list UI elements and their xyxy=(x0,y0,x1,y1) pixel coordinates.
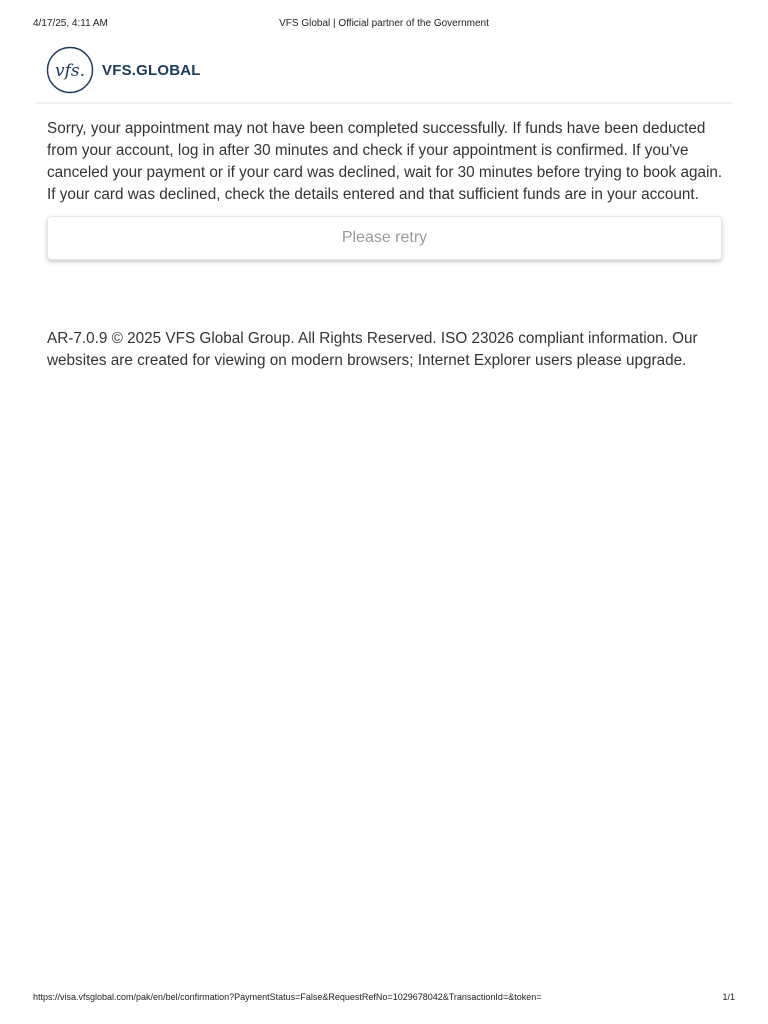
logo-text: VFS.GLOBAL xyxy=(102,61,201,79)
print-header xyxy=(0,18,768,32)
print-footer xyxy=(0,992,768,1006)
footer-copyright: AR-7.0.9 © 2025 VFS Global Group. All Rights Reserved. ISO 23026 compliant information. Our websites are created for viewing on modern browsers; Internet Explorer users please upgrade. xyxy=(47,330,698,369)
retry-button[interactable]: Please retry xyxy=(47,216,722,260)
payment-status-message: Sorry, your appointment may not have been completed successfully. If funds have been deducted from your account, log in after 30 minutes and check if your appointment is confirmed. If you've canceled your payment or if your card was declined, wait for 30 minutes before trying to book again. If your card was declined, check the details entered and that sufficient funds are in your account. xyxy=(47,120,723,203)
print-url: https://visa.vfsglobal.com/pak/en/bel/confirmation?PaymentStatus=False&RequestRefNo=1029678042&TransactionId=&token= xyxy=(33,992,542,1002)
logo-mark-text: vfs. xyxy=(54,61,86,81)
vfs-global-logo[interactable] xyxy=(46,46,201,94)
print-page-number: 1/1 xyxy=(722,992,735,1002)
main-content xyxy=(47,118,725,260)
site-header xyxy=(36,40,732,104)
print-datetime: 4/17/25, 4:11 AM xyxy=(33,18,108,29)
print-document-title: VFS Global | Official partner of the Government xyxy=(279,18,489,29)
vfs-logo-icon xyxy=(46,46,94,94)
